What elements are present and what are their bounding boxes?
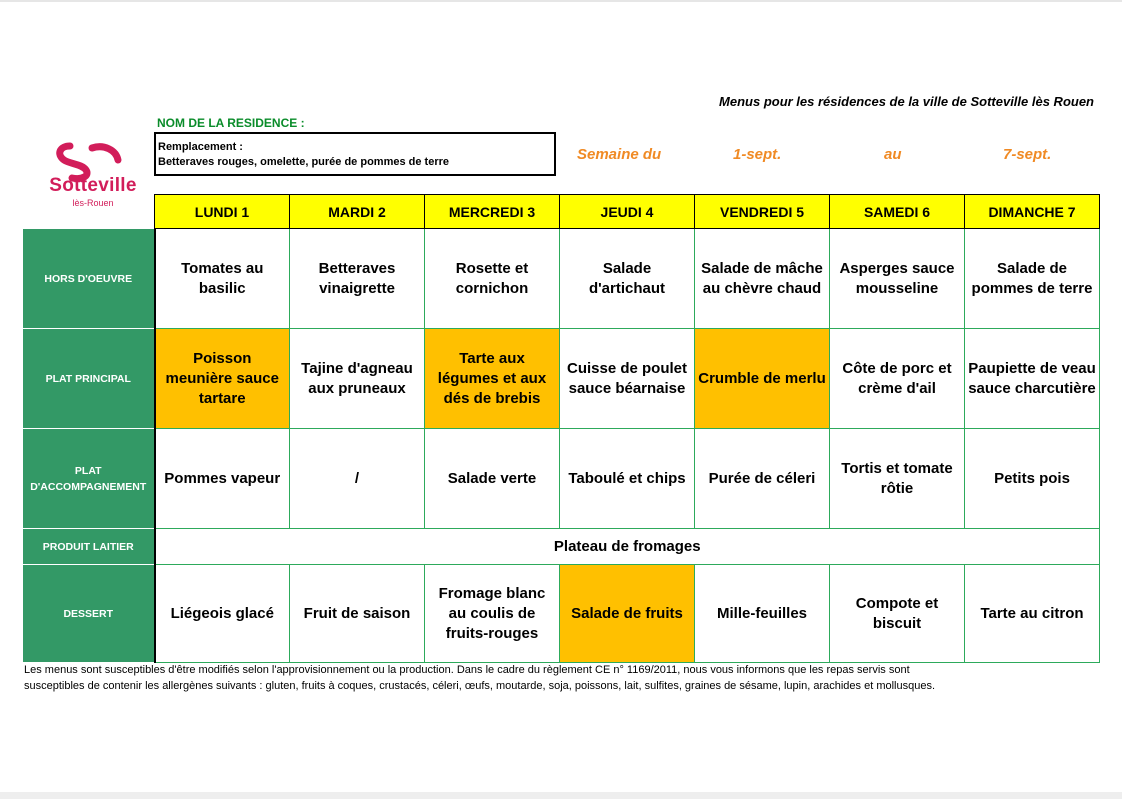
menu-cell: Poisson meunière sauce tartare (155, 329, 290, 429)
day-header: MARDI 2 (290, 195, 425, 229)
menu-cell: Pommes vapeur (155, 429, 290, 529)
day-header: DIMANCHE 7 (965, 195, 1100, 229)
menu-cell: Salade d'artichaut (560, 229, 695, 329)
week-start: 1-sept. (733, 146, 782, 163)
logo-subtitle: lès-Rouen (72, 198, 114, 208)
table-row (23, 229, 1100, 329)
merged-dairy-cell: Plateau de fromages (155, 529, 1100, 565)
menu-cell: Fromage blanc au coulis de fruits-rouges (425, 565, 560, 663)
menu-cell: Liégeois glacé (155, 565, 290, 663)
day-header: VENDREDI 5 (695, 195, 830, 229)
menu-cell: Salade de mâche au chèvre chaud (695, 229, 830, 329)
menu-cell: Paupiette de veau sauce charcutière (965, 329, 1100, 429)
page-top-border (0, 0, 1122, 2)
menu-cell: Mille-feuilles (695, 565, 830, 663)
table-corner (23, 195, 155, 229)
residence-label: NOM DE LA RESIDENCE : (157, 116, 305, 130)
menu-cell: Betteraves vinaigrette (290, 229, 425, 329)
menu-cell: Fruit de saison (290, 565, 425, 663)
allergen-notice (24, 662, 1104, 694)
menu-cell: Cuisse de poulet sauce béarnaise (560, 329, 695, 429)
allergen-notice-line-1: Les menus sont susceptibles d'être modifiés selon l'approvisionnement ou la production. Dans le cadre du règlement CE n° 1169/2011, nous vous informons que les repas servis sont (24, 664, 910, 676)
row-label: PLAT D'ACCOMPAGNEMENT (23, 429, 155, 529)
table-row (23, 429, 1100, 529)
menu-cell: Tomates au basilic (155, 229, 290, 329)
replacement-label: Remplacement : (158, 141, 243, 153)
day-header: JEUDI 4 (560, 195, 695, 229)
menu-cell: Petits pois (965, 429, 1100, 529)
row-label: PLAT PRINCIPAL (23, 329, 155, 429)
allergen-notice-line-2: susceptibles de contenir les allergènes suivants : gluten, fruits à coques, crustacés, céleri, œufs, moutarde, soja, poissons, lait, sulfites, graines de sésame, lupin, arachides et mollusques. (24, 680, 936, 692)
menu-cell: Tortis et tomate rôtie (830, 429, 965, 529)
menu-cell: Taboulé et chips (560, 429, 695, 529)
day-header: MERCREDI 3 (425, 195, 560, 229)
replacement-text: Betteraves rouges, omelette, purée de pommes de terre (158, 156, 449, 168)
day-header-row (23, 195, 1100, 229)
week-end: 7-sept. (1003, 146, 1052, 163)
replacement-box (154, 132, 556, 176)
menu-cell: Compote et biscuit (830, 565, 965, 663)
menu-cell: / (290, 429, 425, 529)
menu-cell: Tajine d'agneau aux pruneaux (290, 329, 425, 429)
page-bottom-border (0, 792, 1122, 799)
menu-table (22, 194, 1100, 663)
row-label: HORS D'OEUVRE (23, 229, 155, 329)
menu-cell: Purée de céleri (695, 429, 830, 529)
menu-cell: Côte de porc et crème d'ail (830, 329, 965, 429)
day-header: LUNDI 1 (155, 195, 290, 229)
row-label: PRODUIT LAITIER (23, 529, 155, 565)
table-row (23, 529, 1100, 565)
day-header: SAMEDI 6 (830, 195, 965, 229)
menu-cell: Crumble de merlu (695, 329, 830, 429)
menu-cell: Asperges sauce mousseline (830, 229, 965, 329)
row-label: DESSERT (23, 565, 155, 663)
table-row (23, 565, 1100, 663)
page-title: Menus pour les résidences de la ville de Sotteville lès Rouen (719, 94, 1094, 109)
menu-cell: Tarte aux légumes et aux dés de brebis (425, 329, 560, 429)
table-row (23, 329, 1100, 429)
menu-cell: Salade de fruits (560, 565, 695, 663)
menu-cell: Salade de pommes de terre (965, 229, 1100, 329)
week-to: au (884, 146, 902, 163)
menu-cell: Tarte au citron (965, 565, 1100, 663)
menu-cell: Rosette et cornichon (425, 229, 560, 329)
menu-cell: Salade verte (425, 429, 560, 529)
week-label: Semaine du (577, 146, 662, 163)
logo-name: Sotteville (49, 175, 137, 196)
